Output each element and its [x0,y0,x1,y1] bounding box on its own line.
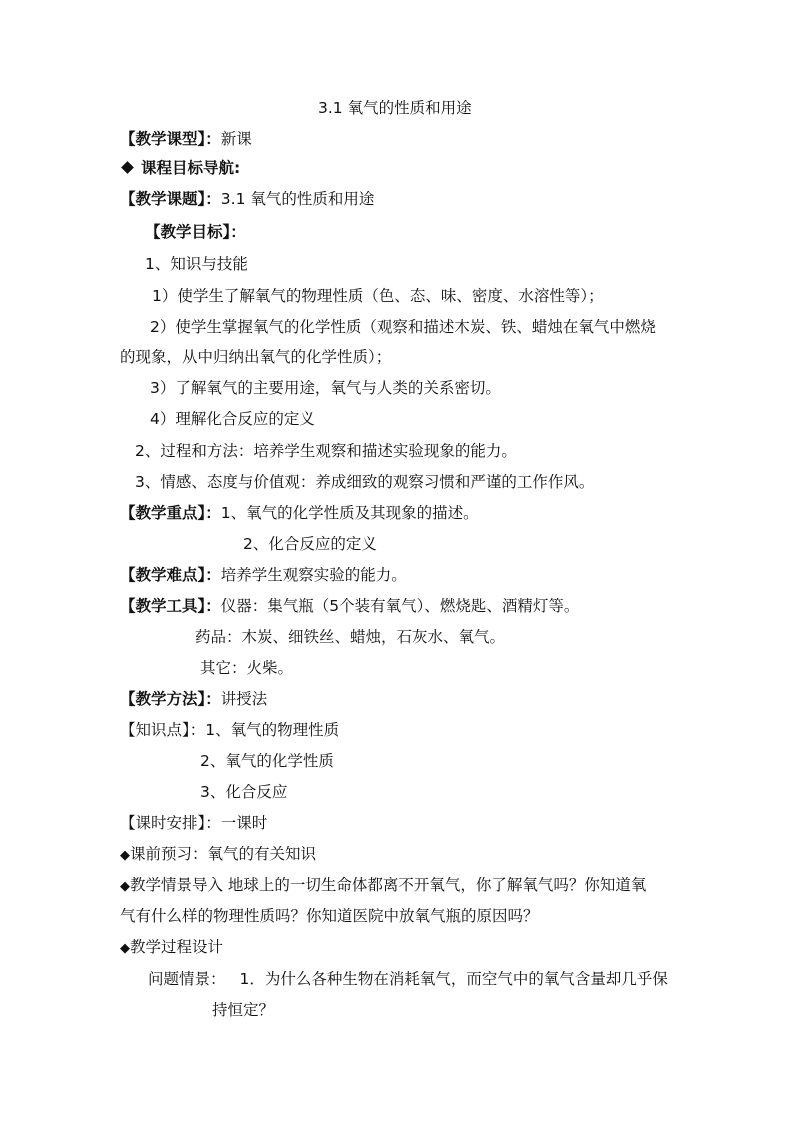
diamond-bullet-icon [121,161,134,174]
tools-label: 【教学工具】 [120,597,206,615]
topic-value: 3.1 氧气的性质和用途 [220,190,375,208]
document-title: 3.1 氧气的性质和用途 [318,99,472,117]
tools-reagents: 药品：木炭、细铁丝、蜡烛，石灰水、氧气。 [195,628,506,646]
question-line-1 [148,968,668,990]
question-text-1: 1．为什么各种生物在消耗氧气，而空气中的氧气含量却几乎保 [239,970,668,988]
tools-others: 其它：火柴。 [200,659,294,677]
knowledge-points-label: 【知识点】： [120,721,206,739]
objective-k2-line2: 的现象，从中归纳出氧气的化学性质）； [120,348,392,366]
question-text-2: 持恒定？ [212,1001,275,1019]
knowledge-point-1: 1、氧气的物理性质 [205,721,340,739]
knowledge-point-2: 2、氧气的化学性质 [200,752,334,770]
knowledge-points-line [120,719,339,741]
method-value: 讲授法 [220,690,268,708]
preview-text: 课前预习：氧气的有关知识 [130,845,317,863]
schedule-line [120,812,267,834]
method-label: 【教学方法】 [120,690,206,708]
diamond-bullet-icon: ◆ [120,941,130,956]
key-point-1: 1、氧气的化学性质及其现象的描述。 [220,504,479,522]
difficulty-label: 【教学难点】 [120,566,206,584]
difficulty-line: 【教学难点】：培养学生观察实验的能力。 [120,566,407,584]
objective-k3: 3）了解氧气的主要用途，氧气与人类的关系密切。 [150,379,501,397]
key-points-label: 【教学重点】 [120,504,206,522]
nav-heading: 课程目标导航: [141,159,241,177]
tools-instruments: 仪器：集气瓶（5个装有氧气）、燃烧匙、酒精灯等。 [220,597,580,615]
process-design-line [120,936,223,960]
lesson-type-value: 新课 [220,130,252,148]
process-design-text: 教学过程设计 [130,938,224,956]
objectives-heading: 【教学目标】： [145,223,246,241]
knowledge-point-3: 3、化合反应 [200,783,288,801]
nav-heading-line [120,157,240,179]
method-line: 【教学方法】：讲授法 [120,690,268,708]
topic-label: 【教学课题】 [120,190,206,208]
preview-line [120,843,316,867]
objective-k4: 4）理解化合反应的定义 [150,410,315,428]
lesson-type-label: 【教学课型】 [120,130,206,148]
question-label: 问题情景： [148,970,226,988]
objective-emotion: 3、情感、态度与价值观：养成细致的观察习惯和严谨的工作作风。 [135,473,595,491]
intro-text-1: 教学情景导入 地球上的一切生命体都离不开氧气，你了解氧气吗？你知道氧 [130,876,647,894]
knowledge-skills-title: 1、知识与技能 [145,255,248,273]
objective-k1: 1）使学生了解氧气的物理性质（色、态、味、密度、水溶性等）； [152,287,604,305]
objective-k2-line1: 2）使学生掌握氧气的化学性质（观察和描述木炭、铁、蜡烛在氧气中燃烧 [150,318,656,336]
schedule-value: 一课时 [220,814,268,832]
schedule-label: 【课时安排】： [120,814,221,832]
key-points-line: 【教学重点】：1、氧气的化学性质及其现象的描述。 [120,504,479,522]
intro-line-2: 气有什么样的物理性质吗？你知道医院中放氧气瓶的原因吗？ [120,907,539,925]
objective-process: 2、过程和方法：培养学生观察和描述实验现象的能力。 [135,442,517,460]
lesson-type-line: 【教学课型】：新课 [120,130,252,148]
topic-line: 【教学课题】：3.1 氧气的性质和用途 [120,190,375,208]
tools-line: 【教学工具】：仪器：集气瓶（5个装有氧气）、燃烧匙、酒精灯等。 [120,597,580,615]
diamond-bullet-icon: ◆ [120,879,130,894]
difficulty-value: 培养学生观察实验的能力。 [220,566,407,584]
diamond-bullet-icon: ◆ [120,848,130,863]
intro-line-1 [120,874,646,898]
key-point-2: 2、化合反应的定义 [243,535,377,553]
